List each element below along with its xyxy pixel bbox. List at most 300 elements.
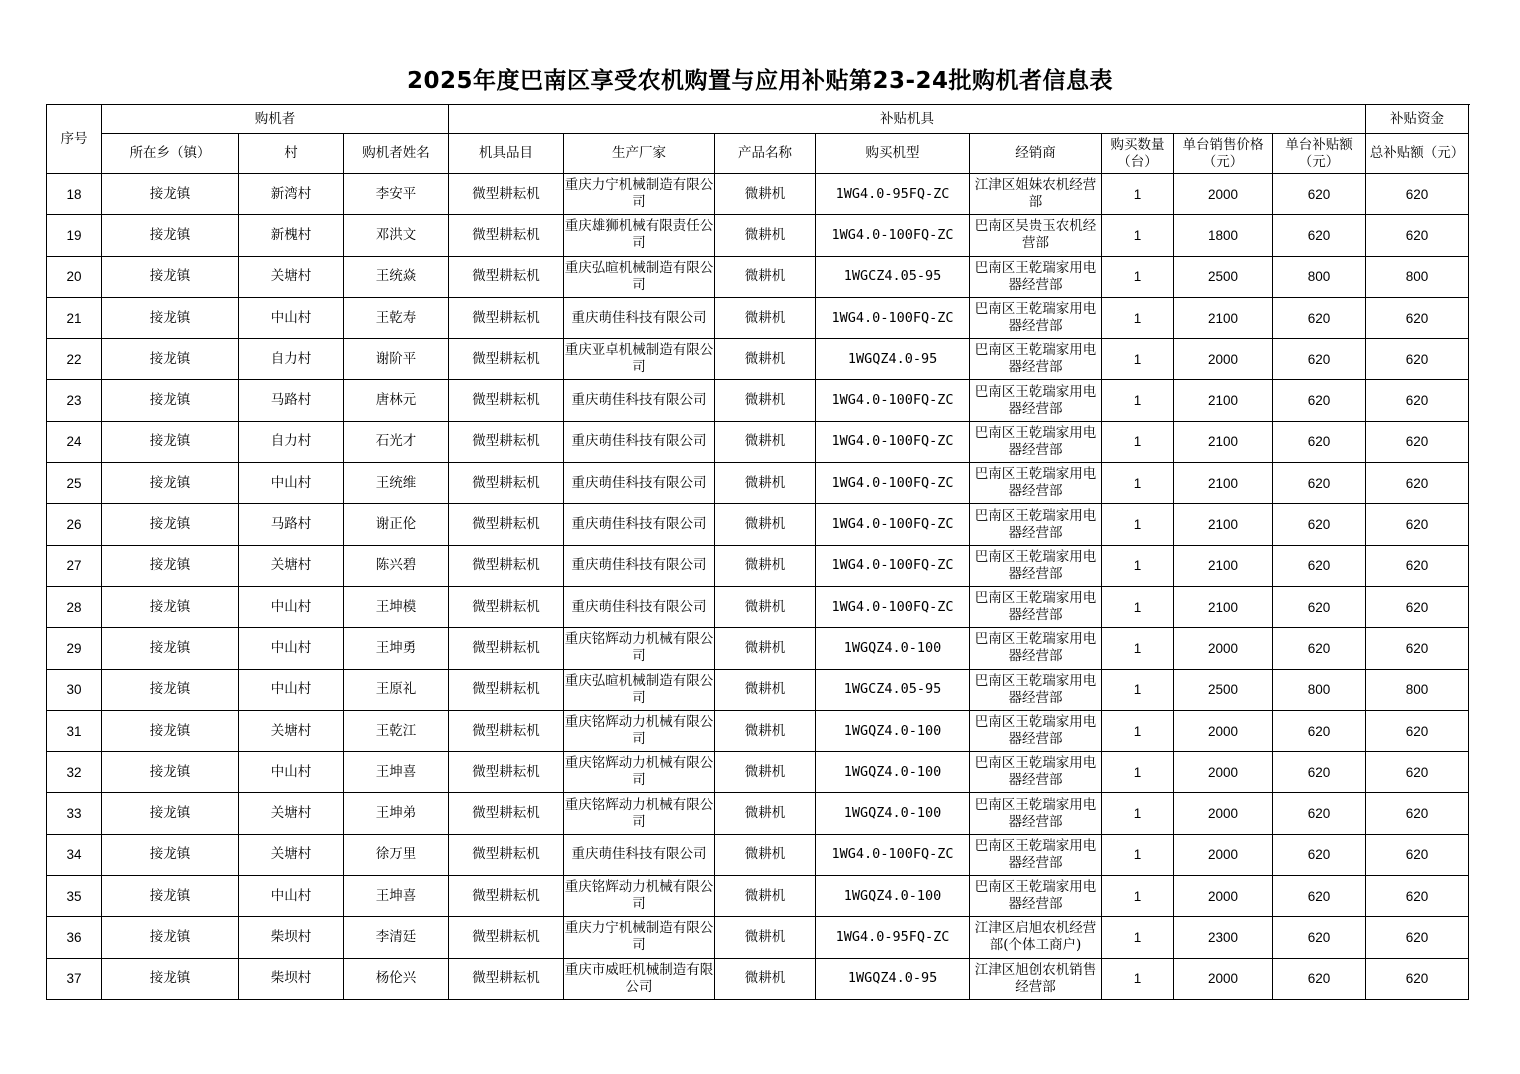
model-cell: 1WG4.0-95FQ-ZC — [816, 174, 970, 215]
town-cell: 接龙镇 — [102, 421, 239, 462]
buyer-name-cell: 李清廷 — [344, 917, 449, 958]
dealer-cell: 江津区姐妹农机经营部 — [970, 174, 1102, 215]
town-cell: 接龙镇 — [102, 545, 239, 586]
unit-subsidy-cell: 620 — [1273, 586, 1366, 627]
qty-cell: 1 — [1102, 380, 1174, 421]
model-cell: 1WG4.0-100FQ-ZC — [816, 380, 970, 421]
table-row — [47, 834, 1469, 875]
village-cell: 马路村 — [239, 380, 344, 421]
unit-subsidy-cell: 620 — [1273, 297, 1366, 338]
category-cell: 微型耕耘机 — [449, 958, 564, 999]
qty-cell: 1 — [1102, 958, 1174, 999]
total-subsidy-cell: 620 — [1366, 917, 1469, 958]
village-cell: 中山村 — [239, 876, 344, 917]
price-cell: 1800 — [1174, 215, 1273, 256]
total-subsidy-cell: 620 — [1366, 628, 1469, 669]
village-cell: 关塘村 — [239, 256, 344, 297]
table-row — [47, 215, 1469, 256]
model-cell: 1WGQZ4.0-100 — [816, 628, 970, 669]
model-cell: 1WGQZ4.0-100 — [816, 710, 970, 751]
table-row — [47, 917, 1469, 958]
qty-cell: 1 — [1102, 793, 1174, 834]
unit-subsidy-cell: 620 — [1273, 834, 1366, 875]
dealer-cell: 巴南区王乾瑞家用电器经营部 — [970, 545, 1102, 586]
total-subsidy-cell: 620 — [1366, 380, 1469, 421]
header-dealer: 经销商 — [970, 134, 1102, 174]
unit-subsidy-cell: 800 — [1273, 256, 1366, 297]
table-row — [47, 793, 1469, 834]
total-subsidy-cell: 800 — [1366, 256, 1469, 297]
total-subsidy-cell: 620 — [1366, 586, 1469, 627]
village-cell: 关塘村 — [239, 545, 344, 586]
buyer-name-cell: 王坤喜 — [344, 876, 449, 917]
dealer-cell: 巴南区王乾瑞家用电器经营部 — [970, 504, 1102, 545]
header-product: 产品名称 — [715, 134, 816, 174]
qty-cell: 1 — [1102, 463, 1174, 504]
total-subsidy-cell: 620 — [1366, 834, 1469, 875]
dealer-cell: 江津区启旭农机经营部(个体工商户) — [970, 917, 1102, 958]
town-cell: 接龙镇 — [102, 215, 239, 256]
unit-subsidy-cell: 620 — [1273, 463, 1366, 504]
village-cell: 柴坝村 — [239, 917, 344, 958]
buyer-name-cell: 王乾寿 — [344, 297, 449, 338]
maker-cell: 重庆市威旺机械制造有限公司 — [564, 958, 715, 999]
category-cell: 微型耕耘机 — [449, 504, 564, 545]
price-cell: 2100 — [1174, 545, 1273, 586]
town-cell: 接龙镇 — [102, 380, 239, 421]
model-cell: 1WG4.0-95FQ-ZC — [816, 917, 970, 958]
qty-cell: 1 — [1102, 710, 1174, 751]
unit-subsidy-cell: 620 — [1273, 545, 1366, 586]
price-cell: 2500 — [1174, 256, 1273, 297]
table-row — [47, 339, 1469, 380]
village-cell: 中山村 — [239, 586, 344, 627]
village-cell: 新槐村 — [239, 215, 344, 256]
dealer-cell: 巴南区吴贵玉农机经营部 — [970, 215, 1102, 256]
product-cell: 微耕机 — [715, 174, 816, 215]
total-subsidy-cell: 620 — [1366, 876, 1469, 917]
model-cell: 1WG4.0-100FQ-ZC — [816, 504, 970, 545]
total-subsidy-cell: 620 — [1366, 793, 1469, 834]
category-cell: 微型耕耘机 — [449, 917, 564, 958]
price-cell: 2000 — [1174, 628, 1273, 669]
village-cell: 自力村 — [239, 421, 344, 462]
category-cell: 微型耕耘机 — [449, 793, 564, 834]
table-row — [47, 876, 1469, 917]
price-cell: 2000 — [1174, 876, 1273, 917]
product-cell: 微耕机 — [715, 297, 816, 338]
unit-subsidy-cell: 620 — [1273, 958, 1366, 999]
table-row — [47, 628, 1469, 669]
product-cell: 微耕机 — [715, 834, 816, 875]
dealer-cell: 巴南区王乾瑞家用电器经营部 — [970, 710, 1102, 751]
village-cell: 关塘村 — [239, 793, 344, 834]
model-cell: 1WGQZ4.0-100 — [816, 876, 970, 917]
product-cell: 微耕机 — [715, 463, 816, 504]
table-row — [47, 380, 1469, 421]
buyer-info-table — [46, 104, 1469, 1000]
total-subsidy-cell: 620 — [1366, 463, 1469, 504]
qty-cell: 1 — [1102, 752, 1174, 793]
seq-cell: 30 — [47, 669, 102, 710]
category-cell: 微型耕耘机 — [449, 586, 564, 627]
dealer-cell: 巴南区王乾瑞家用电器经营部 — [970, 669, 1102, 710]
town-cell: 接龙镇 — [102, 917, 239, 958]
dealer-cell: 江津区旭创农机销售经营部 — [970, 958, 1102, 999]
village-cell: 中山村 — [239, 463, 344, 504]
seq-cell: 31 — [47, 710, 102, 751]
header-fund-group: 补贴资金 — [1366, 105, 1469, 134]
model-cell: 1WGCZ4.05-95 — [816, 669, 970, 710]
seq-cell: 32 — [47, 752, 102, 793]
buyer-name-cell: 王乾江 — [344, 710, 449, 751]
dealer-cell: 巴南区王乾瑞家用电器经营部 — [970, 339, 1102, 380]
product-cell: 微耕机 — [715, 586, 816, 627]
dealer-cell: 巴南区王乾瑞家用电器经营部 — [970, 628, 1102, 669]
village-cell: 马路村 — [239, 504, 344, 545]
dealer-cell: 巴南区王乾瑞家用电器经营部 — [970, 586, 1102, 627]
model-cell: 1WG4.0-100FQ-ZC — [816, 297, 970, 338]
unit-subsidy-cell: 620 — [1273, 215, 1366, 256]
header-category: 机具品目 — [449, 134, 564, 174]
qty-cell: 1 — [1102, 297, 1174, 338]
price-cell: 2500 — [1174, 669, 1273, 710]
buyer-name-cell: 徐万里 — [344, 834, 449, 875]
product-cell: 微耕机 — [715, 958, 816, 999]
price-cell: 2300 — [1174, 917, 1273, 958]
product-cell: 微耕机 — [715, 876, 816, 917]
maker-cell: 重庆弘暄机械制造有限公司 — [564, 669, 715, 710]
product-cell: 微耕机 — [715, 628, 816, 669]
product-cell: 微耕机 — [715, 421, 816, 462]
buyer-name-cell: 谢阶平 — [344, 339, 449, 380]
qty-cell: 1 — [1102, 545, 1174, 586]
total-subsidy-cell: 620 — [1366, 504, 1469, 545]
total-subsidy-cell: 620 — [1366, 710, 1469, 751]
model-cell: 1WG4.0-100FQ-ZC — [816, 215, 970, 256]
maker-cell: 重庆铭辉动力机械有限公司 — [564, 710, 715, 751]
qty-cell: 1 — [1102, 215, 1174, 256]
maker-cell: 重庆力宁机械制造有限公司 — [564, 174, 715, 215]
unit-subsidy-cell: 620 — [1273, 710, 1366, 751]
total-subsidy-cell: 620 — [1366, 297, 1469, 338]
seq-cell: 28 — [47, 586, 102, 627]
header-seq: 序号 — [47, 105, 102, 174]
model-cell: 1WG4.0-100FQ-ZC — [816, 586, 970, 627]
town-cell: 接龙镇 — [102, 876, 239, 917]
product-cell: 微耕机 — [715, 215, 816, 256]
page-title: 2025年度巴南区享受农机购置与应用补贴第23-24批购机者信息表 — [406, 68, 1114, 94]
dealer-cell: 巴南区王乾瑞家用电器经营部 — [970, 380, 1102, 421]
total-subsidy-cell: 620 — [1366, 421, 1469, 462]
buyer-name-cell: 唐林元 — [344, 380, 449, 421]
product-cell: 微耕机 — [715, 669, 816, 710]
table-row — [47, 297, 1469, 338]
category-cell: 微型耕耘机 — [449, 380, 564, 421]
qty-cell: 1 — [1102, 586, 1174, 627]
maker-cell: 重庆雄狮机械有限责任公司 — [564, 215, 715, 256]
total-subsidy-cell: 620 — [1366, 339, 1469, 380]
category-cell: 微型耕耘机 — [449, 421, 564, 462]
header-village: 村 — [239, 134, 344, 174]
table-row — [47, 421, 1469, 462]
product-cell: 微耕机 — [715, 380, 816, 421]
dealer-cell: 巴南区王乾瑞家用电器经营部 — [970, 256, 1102, 297]
table-row — [47, 669, 1469, 710]
category-cell: 微型耕耘机 — [449, 463, 564, 504]
model-cell: 1WGCZ4.05-95 — [816, 256, 970, 297]
header-maker: 生产厂家 — [564, 134, 715, 174]
price-cell: 2000 — [1174, 174, 1273, 215]
table-row — [47, 463, 1469, 504]
table-row — [47, 958, 1469, 999]
town-cell: 接龙镇 — [102, 463, 239, 504]
seq-cell: 34 — [47, 834, 102, 875]
product-cell: 微耕机 — [715, 917, 816, 958]
maker-cell: 重庆萌佳科技有限公司 — [564, 380, 715, 421]
category-cell: 微型耕耘机 — [449, 297, 564, 338]
table-row — [47, 174, 1469, 215]
header-model: 购买机型 — [816, 134, 970, 174]
buyer-name-cell: 邓洪文 — [344, 215, 449, 256]
dealer-cell: 巴南区王乾瑞家用电器经营部 — [970, 463, 1102, 504]
seq-cell: 26 — [47, 504, 102, 545]
table-row — [47, 545, 1469, 586]
town-cell: 接龙镇 — [102, 297, 239, 338]
town-cell: 接龙镇 — [102, 834, 239, 875]
product-cell: 微耕机 — [715, 793, 816, 834]
category-cell: 微型耕耘机 — [449, 752, 564, 793]
maker-cell: 重庆萌佳科技有限公司 — [564, 834, 715, 875]
unit-subsidy-cell: 620 — [1273, 174, 1366, 215]
product-cell: 微耕机 — [715, 752, 816, 793]
maker-cell: 重庆萌佳科技有限公司 — [564, 463, 715, 504]
seq-cell: 36 — [47, 917, 102, 958]
price-cell: 2000 — [1174, 752, 1273, 793]
seq-cell: 22 — [47, 339, 102, 380]
dealer-cell: 巴南区王乾瑞家用电器经营部 — [970, 752, 1102, 793]
maker-cell: 重庆萌佳科技有限公司 — [564, 297, 715, 338]
town-cell: 接龙镇 — [102, 504, 239, 545]
total-subsidy-cell: 620 — [1366, 174, 1469, 215]
model-cell: 1WG4.0-100FQ-ZC — [816, 545, 970, 586]
model-cell: 1WGQZ4.0-95 — [816, 958, 970, 999]
model-cell: 1WGQZ4.0-100 — [816, 793, 970, 834]
buyer-name-cell: 谢正伦 — [344, 504, 449, 545]
price-cell: 2000 — [1174, 710, 1273, 751]
village-cell: 中山村 — [239, 752, 344, 793]
price-cell: 2100 — [1174, 504, 1273, 545]
village-cell: 柴坝村 — [239, 958, 344, 999]
category-cell: 微型耕耘机 — [449, 174, 564, 215]
price-cell: 2000 — [1174, 958, 1273, 999]
qty-cell: 1 — [1102, 876, 1174, 917]
product-cell: 微耕机 — [715, 710, 816, 751]
qty-cell: 1 — [1102, 628, 1174, 669]
maker-cell: 重庆铭辉动力机械有限公司 — [564, 752, 715, 793]
category-cell: 微型耕耘机 — [449, 876, 564, 917]
category-cell: 微型耕耘机 — [449, 710, 564, 751]
village-cell: 新湾村 — [239, 174, 344, 215]
header-buyer-name: 购机者姓名 — [344, 134, 449, 174]
seq-cell: 27 — [47, 545, 102, 586]
total-subsidy-cell: 620 — [1366, 215, 1469, 256]
town-cell: 接龙镇 — [102, 339, 239, 380]
price-cell: 2100 — [1174, 297, 1273, 338]
header-qty: 购买数量（台） — [1102, 134, 1174, 174]
buyer-name-cell: 石光才 — [344, 421, 449, 462]
town-cell: 接龙镇 — [102, 174, 239, 215]
total-subsidy-cell: 620 — [1366, 545, 1469, 586]
village-cell: 关塘村 — [239, 834, 344, 875]
seq-cell: 24 — [47, 421, 102, 462]
category-cell: 微型耕耘机 — [449, 545, 564, 586]
unit-subsidy-cell: 620 — [1273, 421, 1366, 462]
town-cell: 接龙镇 — [102, 958, 239, 999]
maker-cell: 重庆铭辉动力机械有限公司 — [564, 876, 715, 917]
model-cell: 1WGQZ4.0-95 — [816, 339, 970, 380]
buyer-name-cell: 王原礼 — [344, 669, 449, 710]
seq-cell: 21 — [47, 297, 102, 338]
maker-cell: 重庆亚卓机械制造有限公司 — [564, 339, 715, 380]
dealer-cell: 巴南区王乾瑞家用电器经营部 — [970, 876, 1102, 917]
seq-cell: 20 — [47, 256, 102, 297]
price-cell: 2000 — [1174, 793, 1273, 834]
price-cell: 2000 — [1174, 339, 1273, 380]
price-cell: 2100 — [1174, 421, 1273, 462]
unit-subsidy-cell: 620 — [1273, 339, 1366, 380]
unit-subsidy-cell: 620 — [1273, 504, 1366, 545]
header-town: 所在乡（镇） — [102, 134, 239, 174]
village-cell: 中山村 — [239, 669, 344, 710]
header-unit-subsidy: 单台补贴额（元） — [1273, 134, 1366, 174]
village-cell: 中山村 — [239, 297, 344, 338]
category-cell: 微型耕耘机 — [449, 669, 564, 710]
seq-cell: 35 — [47, 876, 102, 917]
village-cell: 自力村 — [239, 339, 344, 380]
header-price: 单台销售价格（元） — [1174, 134, 1273, 174]
seq-cell: 25 — [47, 463, 102, 504]
total-subsidy-cell: 800 — [1366, 669, 1469, 710]
maker-cell: 重庆萌佳科技有限公司 — [564, 504, 715, 545]
unit-subsidy-cell: 620 — [1273, 628, 1366, 669]
village-cell: 关塘村 — [239, 710, 344, 751]
price-cell: 2100 — [1174, 463, 1273, 504]
header-group-row — [47, 105, 1469, 134]
unit-subsidy-cell: 620 — [1273, 917, 1366, 958]
total-subsidy-cell: 620 — [1366, 752, 1469, 793]
model-cell: 1WG4.0-100FQ-ZC — [816, 463, 970, 504]
category-cell: 微型耕耘机 — [449, 339, 564, 380]
town-cell: 接龙镇 — [102, 586, 239, 627]
dealer-cell: 巴南区王乾瑞家用电器经营部 — [970, 793, 1102, 834]
table-row — [47, 710, 1469, 751]
dealer-cell: 巴南区王乾瑞家用电器经营部 — [970, 834, 1102, 875]
unit-subsidy-cell: 800 — [1273, 669, 1366, 710]
maker-cell: 重庆萌佳科技有限公司 — [564, 545, 715, 586]
unit-subsidy-cell: 620 — [1273, 876, 1366, 917]
qty-cell: 1 — [1102, 504, 1174, 545]
maker-cell: 重庆铭辉动力机械有限公司 — [564, 628, 715, 669]
qty-cell: 1 — [1102, 834, 1174, 875]
seq-cell: 23 — [47, 380, 102, 421]
buyer-name-cell: 李安平 — [344, 174, 449, 215]
category-cell: 微型耕耘机 — [449, 628, 564, 669]
seq-cell: 29 — [47, 628, 102, 669]
unit-subsidy-cell: 620 — [1273, 752, 1366, 793]
buyer-name-cell: 王统维 — [344, 463, 449, 504]
buyer-name-cell: 王坤喜 — [344, 752, 449, 793]
buyer-name-cell: 陈兴碧 — [344, 545, 449, 586]
price-cell: 2100 — [1174, 586, 1273, 627]
table-row — [47, 504, 1469, 545]
town-cell: 接龙镇 — [102, 710, 239, 751]
header-buyer-group: 购机者 — [102, 105, 449, 134]
qty-cell: 1 — [1102, 174, 1174, 215]
seq-cell: 18 — [47, 174, 102, 215]
buyer-name-cell: 王统焱 — [344, 256, 449, 297]
product-cell: 微耕机 — [715, 339, 816, 380]
header-column-row — [47, 134, 1469, 174]
buyer-name-cell: 王坤弟 — [344, 793, 449, 834]
model-cell: 1WG4.0-100FQ-ZC — [816, 421, 970, 462]
table-row — [47, 586, 1469, 627]
price-cell: 2000 — [1174, 834, 1273, 875]
village-cell: 中山村 — [239, 628, 344, 669]
town-cell: 接龙镇 — [102, 793, 239, 834]
maker-cell: 重庆力宁机械制造有限公司 — [564, 917, 715, 958]
buyer-name-cell: 杨伦兴 — [344, 958, 449, 999]
model-cell: 1WG4.0-100FQ-ZC — [816, 834, 970, 875]
table-row — [47, 752, 1469, 793]
town-cell: 接龙镇 — [102, 752, 239, 793]
seq-cell: 33 — [47, 793, 102, 834]
table-body — [47, 174, 1469, 1000]
model-cell: 1WGQZ4.0-100 — [816, 752, 970, 793]
dealer-cell: 巴南区王乾瑞家用电器经营部 — [970, 421, 1102, 462]
dealer-cell: 巴南区王乾瑞家用电器经营部 — [970, 297, 1102, 338]
seq-cell: 37 — [47, 958, 102, 999]
maker-cell: 重庆萌佳科技有限公司 — [564, 586, 715, 627]
product-cell: 微耕机 — [715, 256, 816, 297]
town-cell: 接龙镇 — [102, 669, 239, 710]
header-machine-group: 补贴机具 — [449, 105, 1366, 134]
unit-subsidy-cell: 620 — [1273, 380, 1366, 421]
table-row — [47, 256, 1469, 297]
maker-cell: 重庆铭辉动力机械有限公司 — [564, 793, 715, 834]
maker-cell: 重庆萌佳科技有限公司 — [564, 421, 715, 462]
town-cell: 接龙镇 — [102, 628, 239, 669]
total-subsidy-cell: 620 — [1366, 958, 1469, 999]
category-cell: 微型耕耘机 — [449, 256, 564, 297]
qty-cell: 1 — [1102, 421, 1174, 462]
qty-cell: 1 — [1102, 256, 1174, 297]
qty-cell: 1 — [1102, 339, 1174, 380]
buyer-name-cell: 王坤勇 — [344, 628, 449, 669]
buyer-name-cell: 王坤模 — [344, 586, 449, 627]
price-cell: 2100 — [1174, 380, 1273, 421]
unit-subsidy-cell: 620 — [1273, 793, 1366, 834]
qty-cell: 1 — [1102, 917, 1174, 958]
product-cell: 微耕机 — [715, 504, 816, 545]
category-cell: 微型耕耘机 — [449, 834, 564, 875]
town-cell: 接龙镇 — [102, 256, 239, 297]
seq-cell: 19 — [47, 215, 102, 256]
product-cell: 微耕机 — [715, 545, 816, 586]
category-cell: 微型耕耘机 — [449, 215, 564, 256]
header-total-subsidy: 总补贴额（元） — [1366, 134, 1469, 174]
qty-cell: 1 — [1102, 669, 1174, 710]
